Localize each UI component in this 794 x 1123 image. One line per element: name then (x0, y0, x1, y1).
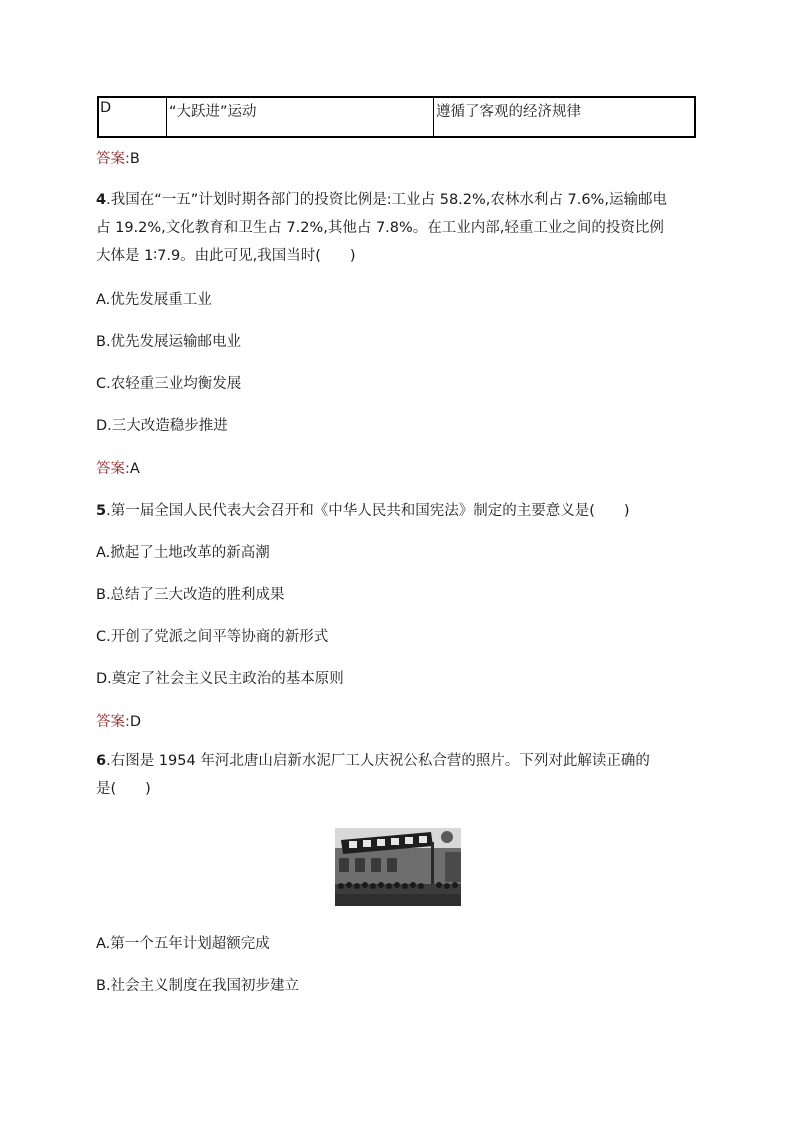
answer-value: B (129, 151, 140, 167)
q4-stem-text-1: .我国在“一五”计划时期各部门的投资比例是:工业占 58.2%,农林水利占 7.6%,运输邮电 (106, 192, 667, 208)
q6-stem-line (96, 747, 696, 775)
q5-option-c: C.开创了党派之间平等协商的新形式 (96, 629, 329, 645)
q5-stem-text: .第一届全国人民代表大会召开和《中华人民共和国宪法》制定的主要意义是( ) (106, 503, 630, 519)
q6-stem-text-1: .右图是 1954 年河北唐山启新水泥厂工人庆祝公私合营的照片。下列对此解读正确的 (106, 753, 650, 769)
q6-stem (96, 747, 696, 803)
question-number: 6 (96, 753, 107, 769)
q4-stem-line (96, 186, 696, 214)
comparison-table (97, 96, 696, 138)
answer-label: 答案: (96, 461, 130, 477)
q4-answer (96, 457, 140, 478)
answer-value: A (129, 461, 140, 477)
q6-option-b: B.社会主义制度在我国初步建立 (96, 978, 300, 994)
q5-answer (96, 710, 141, 731)
q6-stem-line: 是( ) (96, 781, 151, 797)
q4-option-a: A.优先发展重工业 (96, 292, 212, 308)
answer-value: D (129, 714, 142, 730)
q4-stem-line: 占 19.2%,文化教育和卫生占 7.2%,其他占 7.8%。在工业内部,轻重工业之间的投资比例 (96, 220, 664, 236)
q3-answer (96, 147, 140, 168)
q5-option-d: D.奠定了社会主义民主政治的基本原则 (96, 671, 344, 687)
q4-option-d: D.三大改造稳步推进 (96, 418, 228, 434)
question-number: 4 (96, 192, 107, 208)
answer-label: 答案: (96, 151, 130, 167)
question-number: 5 (96, 503, 107, 519)
table-cell-option: D (99, 98, 167, 136)
q4-option-c: C.农轻重三业均衡发展 (96, 376, 242, 392)
celebration-photo (335, 828, 461, 906)
table-cell-description: 遵循了客观的经济规律 (436, 104, 581, 120)
q5-option-a: A.掀起了土地改革的新高潮 (96, 545, 270, 561)
table-cell-event: “大跃进”运动 (167, 98, 434, 136)
q6-option-a: A.第一个五年计划超额完成 (96, 936, 270, 952)
answer-label: 答案: (96, 714, 130, 730)
q4-option-b: B.优先发展运输邮电业 (96, 334, 242, 350)
q5-option-b: B.总结了三大改造的胜利成果 (96, 587, 285, 603)
q4-stem (96, 186, 696, 270)
q4-stem-line: 大体是 1∶7.9。由此可见,我国当时( ) (96, 248, 356, 264)
q5-stem (96, 499, 630, 520)
